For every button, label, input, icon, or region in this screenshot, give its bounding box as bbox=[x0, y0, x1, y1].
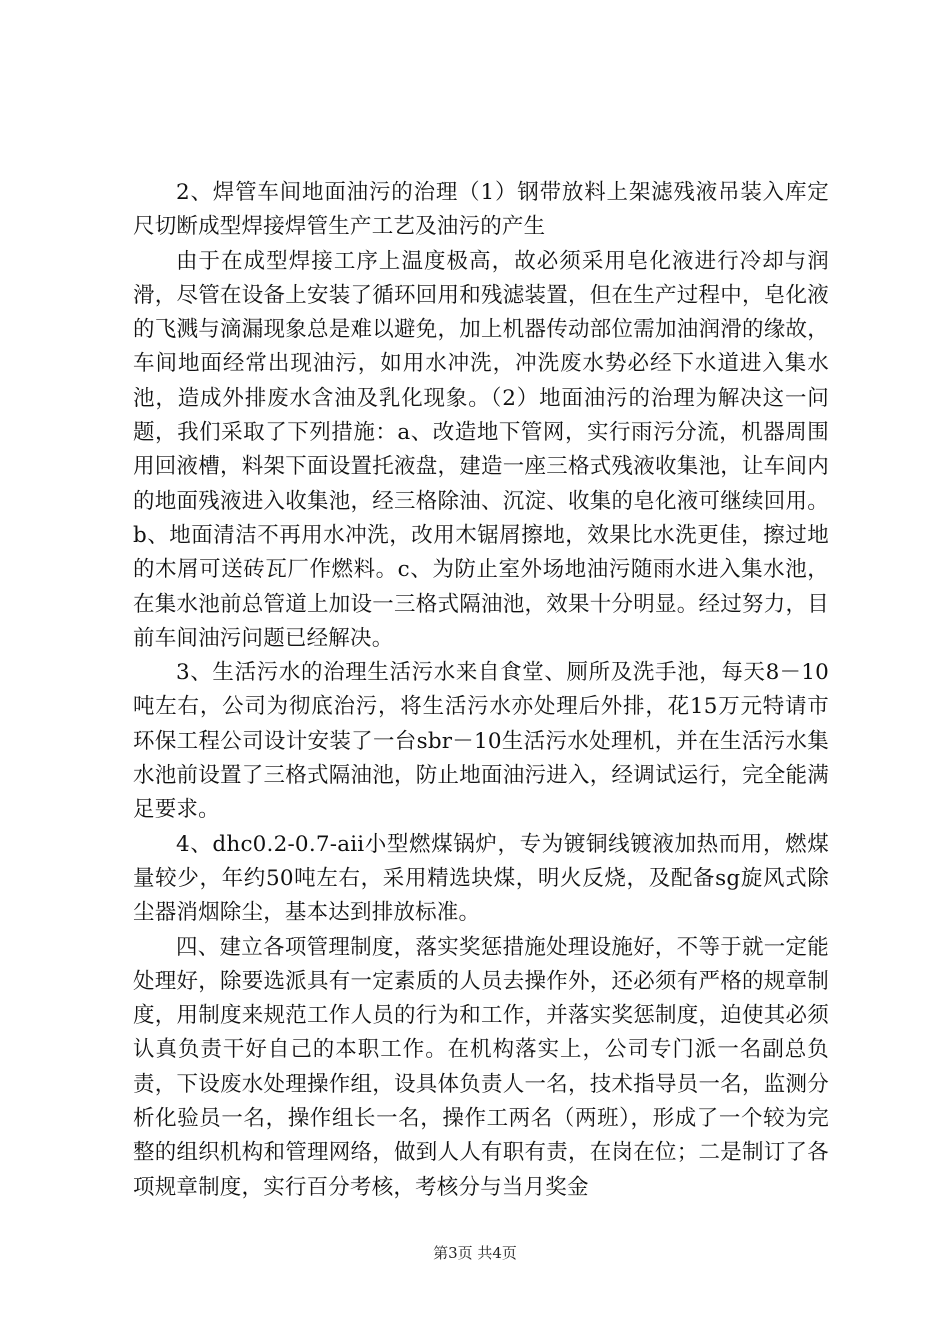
paragraph-welded-pipe-oil: 2、焊管车间地面油污的治理（1）钢带放料上架滤残液吊装入库定尺切断成型焊接焊管生产工艺及油污的产生 bbox=[133, 180, 829, 240]
page-number-footer: 第3页 共4页 bbox=[433, 1244, 517, 1262]
document-body bbox=[133, 176, 829, 1205]
paragraph-oil-treatment: 由于在成型焊接工序上温度极高，故必须采用皂化液进行冷却与润滑，尽管在设备上安装了循环回用和残滤装置，但在生产过程中，皂化液的飞溅与滴漏现象总是难以避免，加上机器传动部位需加油润滑的缘故，车间地面经常出现油污，如用水冲洗，冲洗废水势必经下水道进入集水池，造成外排废水含油及乳化现象。（2）地面油污的治理为解决这一问题，我们采取了下列措施：a、改造地下管网，实行雨污分流，机器周围用回液槽，料架下面设置托液盘，建造一座三格式残液收集池，让车间内的地面残液进入收集池，经三格除油、沉淀、收集的皂化液可继续回用。b、地面清洁不再用水冲洗，改用木锯屑擦地，效果比水洗更佳，擦过地的木屑可送砖瓦厂作燃料。c、为防止室外场地油污随雨水进入集水池，在集水池前总管道上加设一三格式隔油池，效果十分明显。经过努力，目前车间油污问题已经解决。 bbox=[133, 248, 829, 651]
paragraph-management: 四、建立各项管理制度，落实奖惩措施处理设施好，不等于就一定能处理好，除要选派具有一定素质的人员去操作外，还必须有严格的规章制度，用制度来规范工作人员的行为和工作，并落实奖惩制度，迫使其必须认真负责干好自己的本职工作。在机构落实上，公司专门派一名副总负责，下设废水处理操作组，设具体负责人一名，技术指导员一名，监测分析化验员一名，操作组长一名，操作工两名（两班），形成了一个较为完整的组织机构和管理网络，做到人人有职有责，在岗在位；二是制订了各项规章制度，实行百分考核，考核分与当月奖金 bbox=[133, 934, 829, 1200]
paragraph-domestic-sewage: 3、生活污水的治理生活污水来自食堂、厕所及洗手池，每天8－10吨左右，公司为彻底治污，将生活污水亦处理后外排，花15万元特请市环保工程公司设计安装了一台sbr－10生活污水处理机，并在生活污水集水池前设置了三格式隔油池，防止地面油污进入，经调试运行，完全能满足要求。 bbox=[133, 660, 829, 823]
paragraph-boiler: 4、dhc0.2-0.7-aii小型燃煤锅炉，专为镀铜线镀液加热而用，燃煤量较少，年约50吨左右，采用精选块煤，明火反烧，及配备sg旋风式除尘器消烟除尘，基本达到排放标准。 bbox=[133, 831, 829, 926]
